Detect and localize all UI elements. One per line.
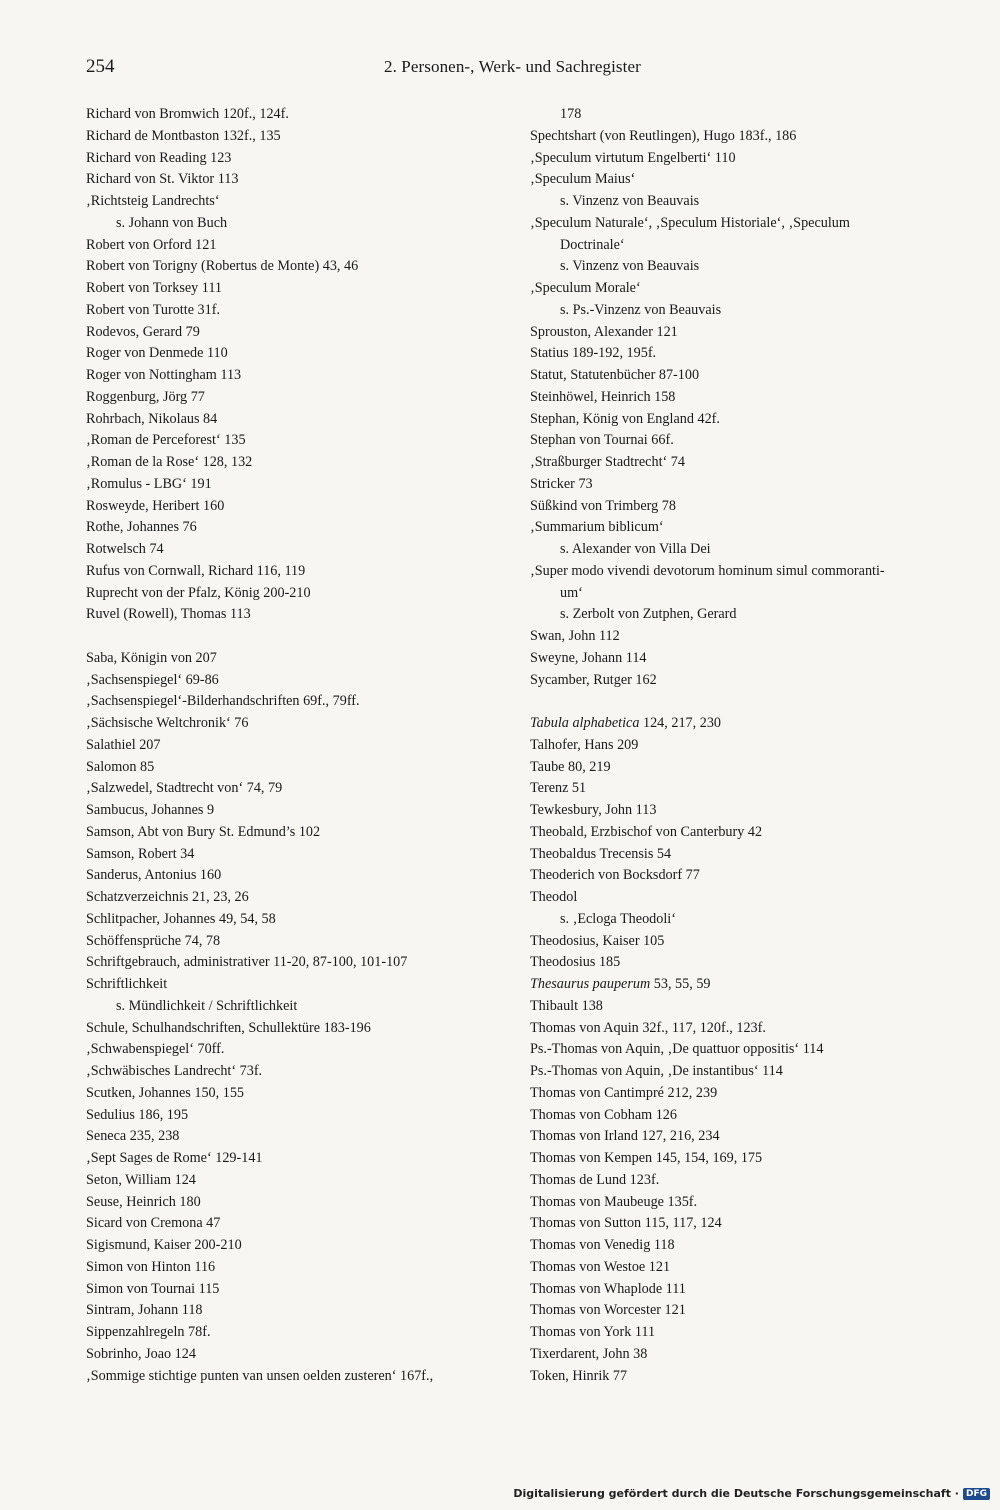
section-gap	[86, 626, 506, 648]
index-entry: ‚Speculum Morale‘	[530, 280, 641, 296]
index-entry: ‚Romulus - LBG‘ 191	[86, 475, 212, 492]
index-entry: ‚Schwabenspiegel‘ 70ff.	[86, 1041, 225, 1058]
index-entry: Schatzverzeichnis 21, 23, 26	[86, 889, 249, 905]
index-entry: s. Ps.-Vinzenz von Beauvais	[560, 301, 722, 318]
index-entry: Terenz 51	[530, 780, 587, 797]
index-entry: Theoderich von Bocksdorf 77	[530, 867, 700, 884]
index-column-right	[530, 104, 950, 1387]
index-entry: Roggenburg, Jörg 77	[86, 388, 205, 405]
index-entry: Stricker 73	[530, 475, 593, 492]
footer-text: Digitalisierung gefördert durch die Deutsche Forschungsgemeinschaft ·	[513, 1487, 959, 1500]
index-entry: Robert von Torksey 111	[86, 280, 223, 296]
index-entry: Sintram, Johann 118	[86, 1302, 203, 1319]
index-entry-pages: 124, 217, 230	[639, 715, 722, 731]
index-entry: Talhofer, Hans 209	[530, 736, 639, 753]
index-entry: s. Johann von Buch	[116, 214, 228, 231]
index-entry: Thomas von Sutton 115, 117, 124	[530, 1215, 722, 1232]
index-entry: ‚Summarium biblicum‘	[530, 519, 664, 536]
index-entry: Theodol	[530, 889, 578, 905]
index-entry: Saba, Königin von 207	[86, 649, 217, 666]
index-entry: Sambucus, Johannes 9	[86, 802, 215, 818]
index-entry: Theobaldus Trecensis 54	[530, 845, 672, 862]
index-entry: Richard von St. Viktor 113	[86, 171, 239, 188]
index-entry: Thomas von Aquin 32f., 117, 120f., 123f.	[530, 1019, 766, 1036]
index-entry: Seneca 235, 238	[86, 1128, 180, 1145]
index-entry: Thomas von Maubeuge 135f.	[530, 1193, 698, 1210]
index-entry: Schriftlichkeit	[86, 976, 168, 992]
index-entry: ‚Sächsische Weltchronik‘ 76	[86, 715, 249, 731]
index-entry: Schriftgebrauch, administrativer 11-20, 87-100, 101-107	[86, 954, 408, 971]
index-entry: Sanderus, Antonius 160	[86, 867, 222, 884]
index-entry-italic-title: Tabula alphabetica	[530, 715, 640, 731]
index-entry: ‚Sachsenspiegel‘-Bilderhandschriften 69f., 79ff.	[86, 693, 360, 710]
index-entry: Seton, William 124	[86, 1171, 196, 1188]
running-head: 2. Personen-, Werk- und Sachregister	[384, 57, 641, 76]
index-entry: Thomas von Cantimpré 212, 239	[530, 1084, 718, 1101]
index-entry: Salathiel 207	[86, 736, 161, 753]
index-entry: Salomon 85	[86, 758, 155, 775]
index-entry: Schlitpacher, Johannes 49, 54, 58	[86, 910, 276, 927]
index-entry: Seuse, Heinrich 180	[86, 1193, 201, 1210]
index-entry: Spechtshart (von Reutlingen), Hugo 183f., 186	[530, 127, 797, 144]
index-entry: Sigismund, Kaiser 200-210	[86, 1237, 242, 1253]
index-entry: Samson, Abt von Bury St. Edmund’s 102	[86, 823, 321, 840]
index-entry: Schule, Schulhandschriften, Schullektüre 183-196	[86, 1019, 371, 1036]
dfg-logo: DFG	[963, 1488, 990, 1500]
index-entry: Sobrinho, Joao 124	[86, 1345, 196, 1362]
index-entry: 178	[560, 106, 582, 122]
index-entry: ‚Richtsteig Landrechts‘	[86, 193, 220, 209]
index-entry: Rotwelsch 74	[86, 541, 164, 557]
index-entry: Scutken, Johannes 150, 155	[86, 1084, 245, 1101]
index-entry: Thibault 138	[530, 997, 603, 1014]
index-entry: Simon von Hinton 116	[86, 1258, 216, 1275]
index-entry: ‚Speculum virtutum Engelberti‘ 110	[530, 149, 736, 166]
index-entry: Taube 80, 219	[530, 758, 611, 775]
index-entry: Sycamber, Rutger 162	[530, 671, 657, 688]
index-entry: ‚Roman de Perceforest‘ 135	[86, 432, 246, 449]
index-entry: ‚Sachsenspiegel‘ 69-86	[86, 671, 219, 688]
index-entry: ‚Sept Sages de Rome‘ 129-141	[86, 1150, 263, 1166]
index-entry: s. Mündlichkeit / Schriftlichkeit	[116, 997, 298, 1014]
index-entry: Thomas de Lund 123f.	[530, 1171, 660, 1188]
index-entry: ‚Salzwedel, Stadtrecht von‘ 74, 79	[86, 780, 283, 797]
index-entry: ‚Roman de la Rose‘ 128, 132	[86, 454, 253, 470]
index-entry: Schöffensprüche 74, 78	[86, 932, 221, 949]
index-entry: Stephan, König von England 42f.	[530, 410, 720, 427]
index-entry: ‚Straßburger Stadtrecht‘ 74	[530, 454, 685, 470]
index-entry: Thomas von Worcester 121	[530, 1302, 686, 1319]
index-entry: Thomas von Whaplode 111	[530, 1280, 686, 1297]
index-entry: s. Vinzenz von Beauvais	[560, 193, 700, 209]
index-entry: Robert von Torigny (Robertus de Monte) 43, 46	[86, 258, 359, 275]
index-entry: Richard de Montbaston 132f., 135	[86, 127, 281, 144]
index-entry: Theobald, Erzbischof von Canterbury 42	[530, 823, 763, 840]
index-entry: Simon von Tournai 115	[86, 1280, 220, 1297]
index-entry: Sweyne, Johann 114	[530, 649, 647, 666]
index-entry: ‚Speculum Maius‘	[530, 171, 636, 188]
section-gap	[530, 691, 950, 713]
index-entry: Tixerdarent, John 38	[530, 1345, 648, 1362]
index-entry: Roger von Denmede 110	[86, 345, 228, 362]
index-entry: Tewkesbury, John 113	[530, 802, 657, 818]
index-entry: Roger von Nottingham 113	[86, 367, 242, 383]
index-entry: Ruprecht von der Pfalz, König 200-210	[86, 584, 311, 601]
index-entry: Thomas von Cobham 126	[530, 1106, 677, 1123]
index-entry: Theodosius, Kaiser 105	[530, 932, 665, 949]
index-entry-pages: 53, 55, 59	[650, 976, 711, 992]
index-column-left	[86, 104, 506, 1387]
index-entry: Sicard von Cremona 47	[86, 1215, 221, 1232]
index-entry: Rodevos, Gerard 79	[86, 323, 200, 340]
index-entry: Ps.-Thomas von Aquin, ‚De instantibus‘ 114	[530, 1063, 783, 1079]
index-entry: ‚Sommige stichtige punten van unsen oelden zusteren‘ 167f.,	[86, 1367, 434, 1384]
index-entry: Samson, Robert 34	[86, 845, 195, 862]
index-entry: Rufus von Cornwall, Richard 116, 119	[86, 562, 306, 579]
index-entry: Ruvel (Rowell), Thomas 113	[86, 606, 251, 623]
index-entry-italic-title: Thesaurus pauperum	[530, 976, 651, 992]
index-entry: Rosweyde, Heribert 160	[86, 497, 225, 514]
footer-credit	[513, 1487, 990, 1500]
index-entry: s. Zerbolt von Zutphen, Gerard	[560, 606, 737, 623]
index-entry: Süßkind von Trimberg 78	[530, 497, 676, 514]
index-entry: Ps.-Thomas von Aquin, ‚De quattuor oppositis‘ 114	[530, 1041, 824, 1058]
index-entry: um‘	[560, 584, 583, 601]
index-entry: Sippenzahlregeln 78f.	[86, 1324, 211, 1340]
index-entry: Sprouston, Alexander 121	[530, 323, 678, 340]
index-entry: Robert von Turotte 31f.	[86, 301, 220, 318]
index-entry: s. Alexander von Villa Dei	[560, 541, 711, 557]
index-entry: Thomas von Kempen 145, 154, 169, 175	[530, 1150, 763, 1166]
index-entry: Stephan von Tournai 66f.	[530, 432, 674, 449]
index-entry: Sedulius 186, 195	[86, 1106, 189, 1123]
index-entry: Thomas von York 111	[530, 1324, 656, 1340]
index-entry	[530, 974, 950, 996]
index-entry: Statius 189-192, 195f.	[530, 345, 657, 362]
index-entry: Richard von Bromwich 120f., 124f.	[86, 106, 289, 122]
index-entry: Thomas von Venedig 118	[530, 1237, 675, 1253]
index-entry	[530, 713, 950, 735]
index-entry: Robert von Orford 121	[86, 236, 217, 253]
index-entry: Steinhöwel, Heinrich 158	[530, 388, 676, 405]
index-entry: Theodosius 185	[530, 954, 621, 971]
index-entry: Swan, John 112	[530, 628, 620, 644]
index-entry: Rohrbach, Nikolaus 84	[86, 410, 218, 427]
index-entry: Statut, Statutenbücher 87-100	[530, 367, 700, 383]
index-entry: s. Vinzenz von Beauvais	[560, 258, 700, 275]
index-entry: Richard von Reading 123	[86, 149, 232, 166]
index-entry: ‚Schwäbisches Landrecht‘ 73f.	[86, 1063, 263, 1079]
index-entry: ‚Super modo vivendi devotorum hominum simul commoranti-	[530, 562, 885, 579]
page-number: 254	[86, 56, 115, 77]
index-entry: ‚Speculum Naturale‘, ‚Speculum Historiale‘, ‚Speculum	[530, 214, 850, 231]
index-entry: Doctrinale‘	[560, 236, 625, 253]
index-entry: Token, Hinrik 77	[530, 1367, 628, 1384]
index-entry: Thomas von Westoe 121	[530, 1258, 671, 1275]
index-entry: Rothe, Johannes 76	[86, 519, 197, 536]
index-entry: Thomas von Irland 127, 216, 234	[530, 1128, 720, 1145]
index-entry: s. ‚Ecloga Theodoli‘	[560, 910, 676, 927]
